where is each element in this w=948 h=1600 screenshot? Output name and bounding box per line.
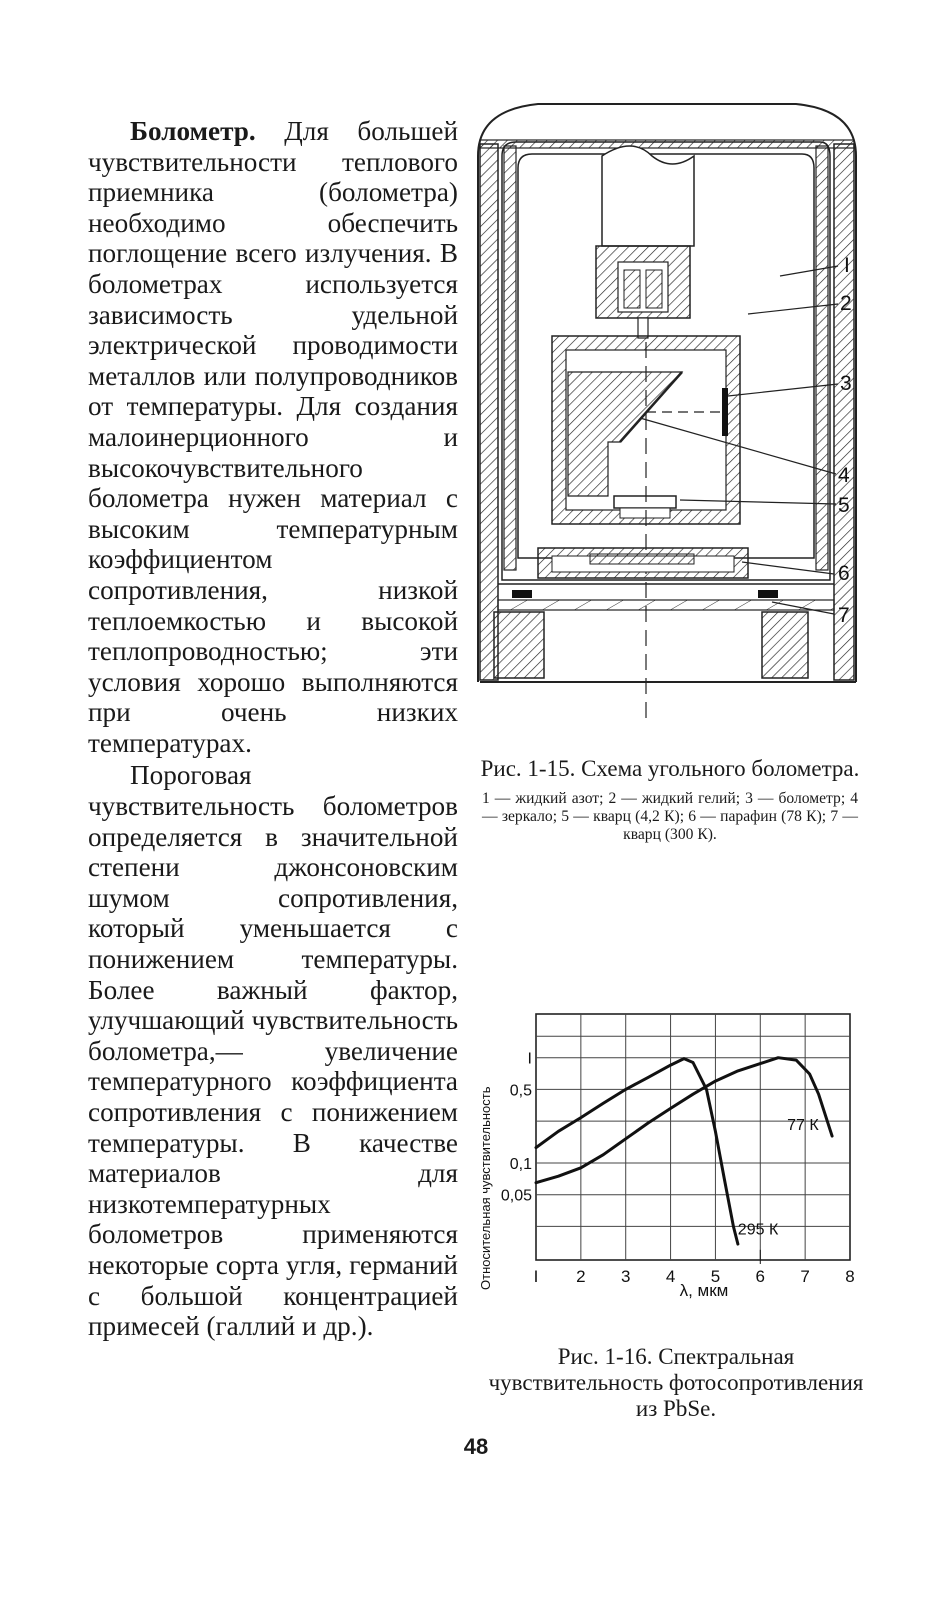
part-label-6: 6 <box>838 562 850 585</box>
x-tick-label: I <box>533 1267 539 1286</box>
series-label-77k: 77 К <box>787 1117 819 1135</box>
figure-1-15-title: Рис. 1-15. Схема угольного болометра. <box>480 756 860 781</box>
series-label-295k: 295 К <box>737 1221 779 1239</box>
y-tick-label: 0,1 <box>509 1156 532 1174</box>
x-tick-label: 2 <box>576 1267 586 1286</box>
y-axis-ticks <box>501 1051 532 1205</box>
chart-x-axis-label: λ, мкм <box>679 1281 729 1300</box>
part-label-4: 4 <box>838 464 850 487</box>
figure-1-15-caption <box>478 756 862 844</box>
x-tick-label: 4 <box>665 1267 676 1286</box>
paragraph-body: Для большей чувствительности теплового приемника (болометра) необходимо обеспечить поглощение всего излучения. В болометрах используется зависимость удельной электрической проводимости металлов или полупроводников от температуры. Для создания малоинерционного и высокочувствительного болометра нужен материал с высоким температурным коэффициентом сопротивления, низкой теплоемкостью и высокой теплопроводностью; эти условия хорошо выполняются при очень низких температурах. <box>88 116 458 758</box>
x-tick-label: 7 <box>800 1267 810 1286</box>
y-tick-label: 0,05 <box>500 1187 532 1205</box>
main-text-column <box>88 116 458 1342</box>
x-tick-label: 8 <box>845 1267 855 1286</box>
figure-1-16-caption: Рис. 1-16. Спектральная чувствительность фотосопротивления из PbSe. <box>488 1344 864 1421</box>
figure-1-15-legend: 1 — жидкий азот; 2 — жидкий гелий; 3 — болометр; 4 — зеркало; 5 — кварц (4,2 К); 6 — парафин (78 К); 7 — кварц (300 К). <box>482 790 858 843</box>
spectral-sensitivity-chart <box>472 994 872 1316</box>
paraffin-window-assembly <box>538 548 748 578</box>
detector-housing <box>552 336 740 726</box>
paragraph-threshold-sensitivity: Пороговая чувствительность болометров определяется в значительной степени джонсоновским шумом сопротивления, который уменьшается с понижением температуры. Более важный фактор, улучшающий чувствительность болометра,— увеличение температурного коэффициента сопротивления с понижением температуры. В качестве материалов для низкотемпературных болометров применяются некоторые сорта угля, германий с большой концентрацией примесей (галлий и др.). <box>88 760 458 1342</box>
base-plate <box>480 584 856 682</box>
x-tick-label: 3 <box>620 1267 631 1286</box>
y-tick-label: I <box>527 1050 532 1068</box>
chart-y-axis-label: Относительная чувствительность <box>478 1086 493 1290</box>
y-tick-label: 0,5 <box>509 1082 532 1100</box>
part-label-5: 5 <box>838 494 850 517</box>
grid-lines <box>536 1014 850 1260</box>
cold-finger-rod <box>596 146 694 338</box>
plot-border <box>536 1014 850 1260</box>
part-label-2: 2 <box>840 292 852 315</box>
page-number: 48 <box>463 1434 489 1459</box>
bolometer-schematic-figure <box>472 96 862 736</box>
series-labels <box>738 1117 820 1264</box>
x-tick-label: 5 <box>710 1267 721 1286</box>
paragraph-lead-word: Болометр. <box>130 116 256 146</box>
part-label-3: 3 <box>840 372 852 395</box>
plot-frame <box>536 1014 850 1260</box>
paragraph-bolometer <box>88 116 458 758</box>
part-label-1: I <box>844 254 850 277</box>
x-tick-label: 6 <box>755 1267 766 1286</box>
part-label-7: 7 <box>838 604 850 627</box>
